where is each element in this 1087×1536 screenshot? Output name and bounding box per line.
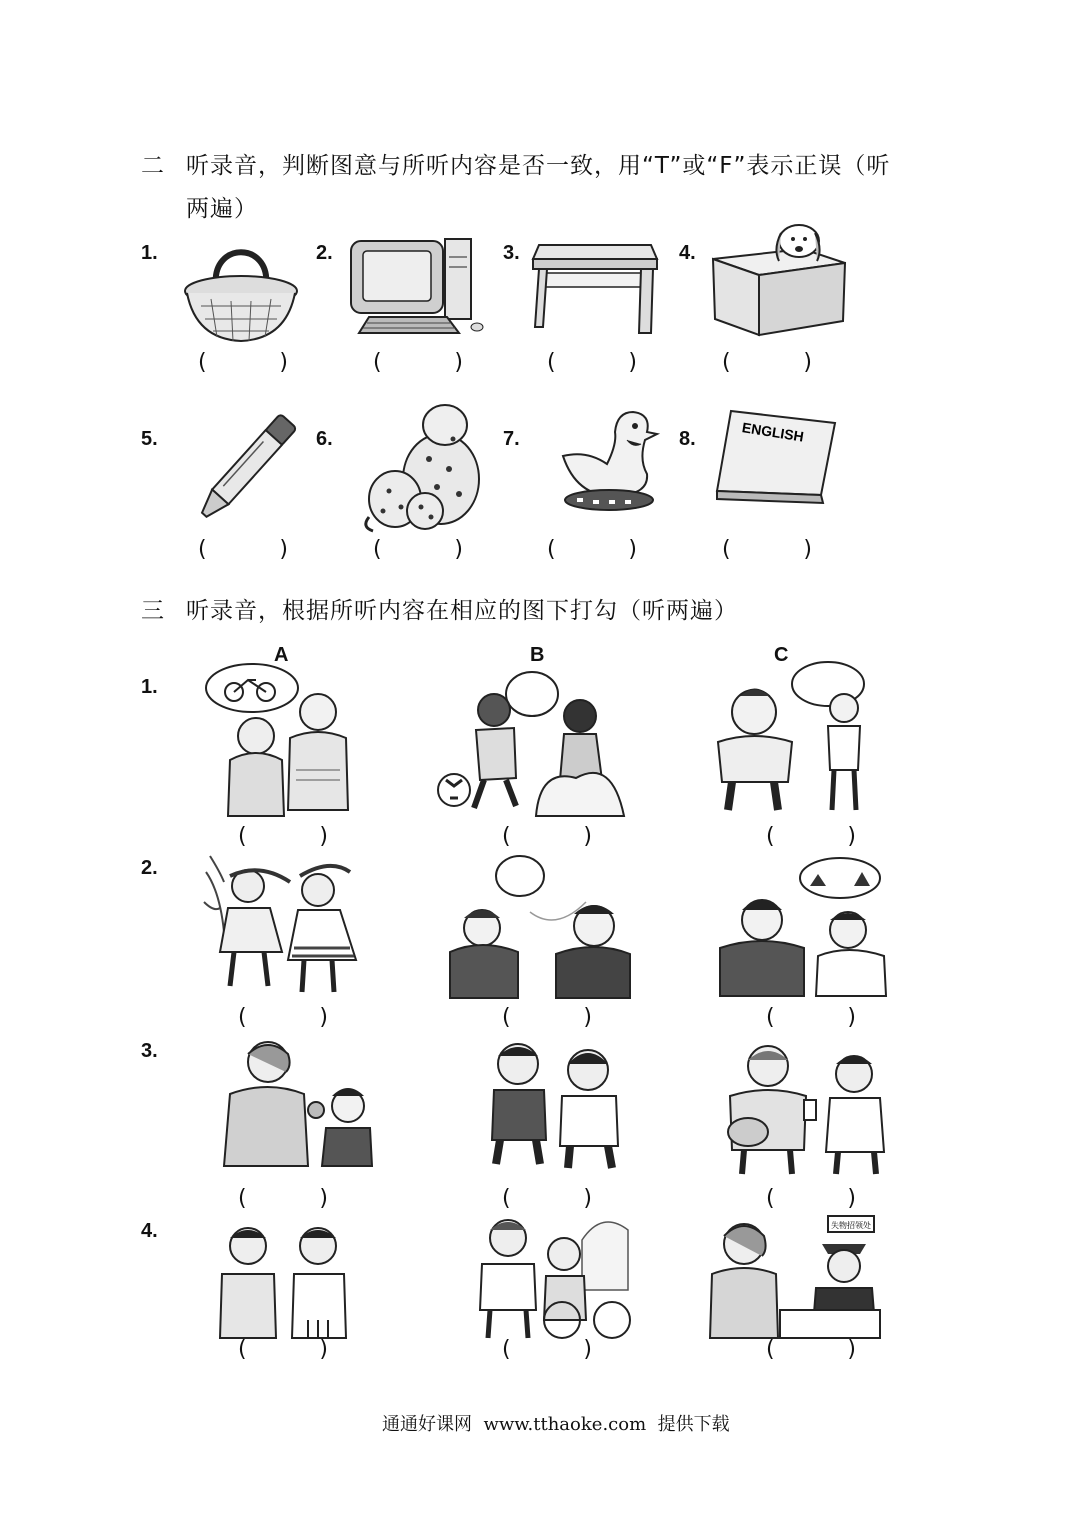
picture-3c: [708, 1040, 898, 1175]
leopards-picture: [358, 398, 488, 535]
column-label-b: B: [530, 644, 545, 666]
answer-blank-2a[interactable]: ( ): [238, 1005, 328, 1030]
answer-blank-6[interactable]: ( ): [373, 537, 463, 562]
lost-and-found-sign: 失物招领处: [831, 1221, 871, 1230]
item-number-8: 8.: [679, 428, 696, 450]
picture-2b: [446, 852, 632, 1000]
answer-blank-3a[interactable]: ( ): [238, 1186, 328, 1211]
answer-blank-1b[interactable]: ( ): [502, 824, 592, 849]
picture-4a: [212, 1220, 358, 1340]
answer-blank-4a[interactable]: ( ): [238, 1337, 328, 1362]
item-number-5: 5.: [141, 428, 158, 450]
picture-3b: [470, 1036, 636, 1174]
picture-2c: [714, 856, 896, 998]
answer-blank-7[interactable]: ( ): [547, 537, 637, 562]
item-number-2: 2.: [316, 242, 333, 264]
answer-blank-2[interactable]: ( ): [373, 350, 463, 375]
section2-instruction-line2: 两遍）: [186, 196, 258, 222]
picture-1c: [704, 660, 874, 820]
column-label-c: C: [774, 644, 789, 666]
answer-blank-2c[interactable]: ( ): [766, 1005, 856, 1030]
answer-blank-3[interactable]: ( ): [547, 350, 637, 375]
answer-blank-5[interactable]: ( ): [198, 537, 288, 562]
computer-picture: [348, 236, 490, 338]
basket-picture: [180, 230, 302, 347]
desk-picture: [528, 236, 662, 338]
picture-4c: [704, 1214, 884, 1340]
dog-in-box-picture: [702, 218, 854, 340]
row-number-2: 2.: [141, 857, 158, 879]
picture-3a: [208, 1036, 374, 1168]
english-book-title: ENGLISH: [740, 419, 805, 445]
row-number-1: 1.: [141, 676, 158, 698]
answer-blank-4c[interactable]: ( ): [766, 1337, 856, 1362]
item-number-6: 6.: [316, 428, 333, 450]
answer-blank-1a[interactable]: ( ): [238, 824, 328, 849]
answer-blank-1c[interactable]: ( ): [766, 824, 856, 849]
section3-instruction: 听录音，根据所听内容在相应的图下打勾（听两遍）: [186, 598, 738, 624]
row-number-4: 4.: [141, 1220, 158, 1242]
item-number-7: 7.: [503, 428, 520, 450]
picture-4b: [462, 1210, 632, 1340]
answer-blank-3b[interactable]: ( ): [502, 1186, 592, 1211]
row-number-3: 3.: [141, 1040, 158, 1062]
answer-blank-4b[interactable]: ( ): [502, 1337, 592, 1362]
picture-1b: [436, 668, 636, 818]
pen-picture: [182, 405, 309, 532]
item-number-3: 3.: [503, 242, 520, 264]
answer-blank-4[interactable]: ( ): [722, 350, 812, 375]
item-number-1: 1.: [141, 242, 158, 264]
section2-instruction-line1: 听录音，判断图意与所听内容是否一致，用“T”或“F”表示正误（听: [186, 153, 891, 179]
footer-text: 通通好课网 www.tthaoke.com 提供下载: [382, 1414, 730, 1435]
answer-blank-3c[interactable]: ( ): [766, 1186, 856, 1211]
picture-2a: [200, 852, 370, 1000]
answer-blank-1[interactable]: ( ): [198, 350, 288, 375]
section2-marker: 二: [141, 153, 165, 179]
section3-marker: 三: [141, 598, 165, 624]
english-book-picture: [712, 406, 839, 508]
duck-picture: [556, 403, 663, 515]
answer-blank-2b[interactable]: ( ): [502, 1005, 592, 1030]
picture-1a: [200, 660, 360, 820]
answer-blank-8[interactable]: ( ): [722, 537, 812, 562]
column-label-a: A: [274, 644, 289, 666]
item-number-4: 4.: [679, 242, 696, 264]
